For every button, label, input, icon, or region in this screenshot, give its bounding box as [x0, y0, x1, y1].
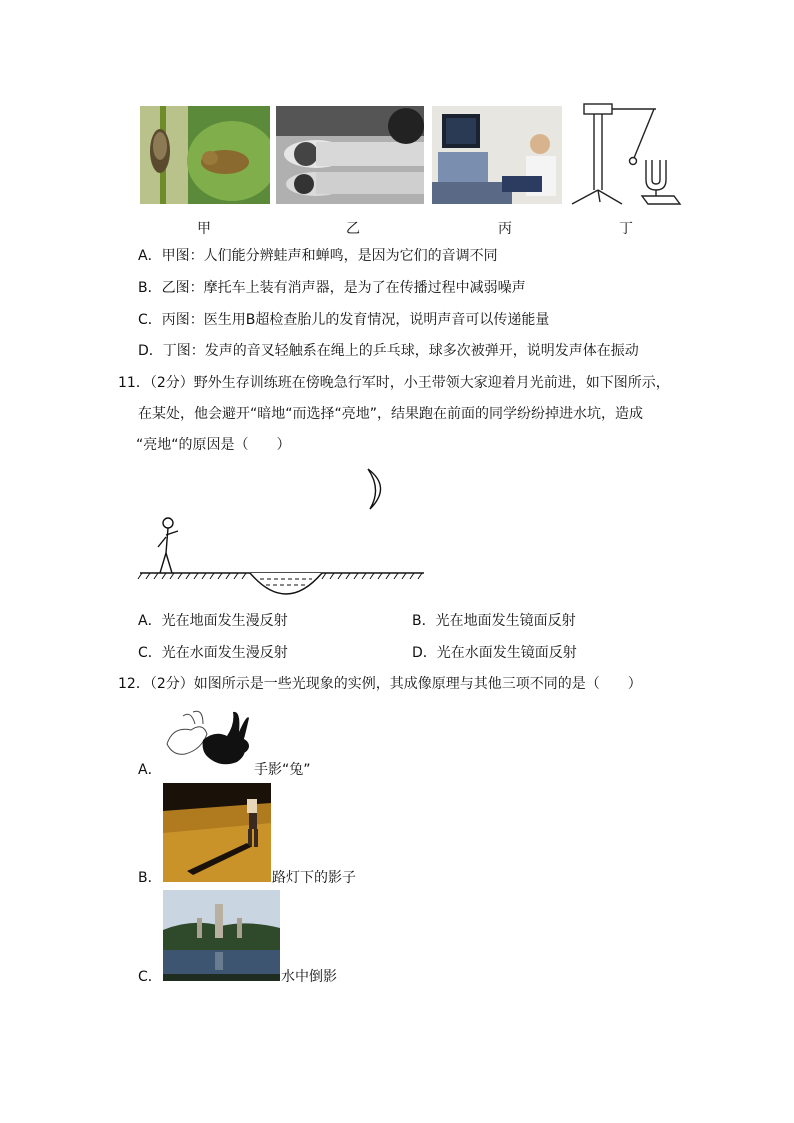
figure-bing — [432, 106, 562, 204]
q12-option-b-letter[interactable]: B． — [138, 870, 162, 886]
ultrasound-doctor-photo — [432, 106, 562, 204]
tuning-fork-pingpong-diagram — [566, 100, 682, 210]
motorcycle-exhaust-photo — [276, 106, 424, 204]
q11-stem-line3: “亮地“的原因是（ ） — [136, 437, 291, 453]
q10-option-a[interactable]: A．甲图：人们能分辨蛙声和蝉鸣，是因为它们的音调不同 — [138, 248, 498, 264]
figure-label-yi: 乙 — [346, 221, 360, 237]
hand-shadow-rabbit-image — [163, 706, 253, 776]
q11-stem-line2: 在某处，他会避开“暗地“而选择“亮地”，结果跑在前面的同学纷纷掉进水坑，造成 — [138, 406, 644, 422]
q11-option-d[interactable]: D．光在水面发生镜面反射 — [412, 645, 577, 661]
moon-icon — [368, 469, 381, 509]
q11-option-c[interactable]: C．光在水面发生漫反射 — [138, 645, 288, 661]
q12-option-c-caption: 水中倒影 — [281, 969, 337, 985]
q12-option-b-caption: 路灯下的影子 — [272, 870, 356, 886]
figure-label-bing: 丙 — [498, 221, 512, 237]
q10-option-d[interactable]: D．丁图：发声的音叉轻触系在绳上的乒乓球，球多次被弹开，说明发声体在振动 — [138, 343, 639, 359]
q12-option-c-letter[interactable]: C． — [138, 969, 162, 985]
q12-stem: 12．（2分）如图所示是一些光现象的实例，其成像原理与其他三项不同的是（ ） — [118, 676, 642, 692]
figure-label-ding: 丁 — [619, 221, 633, 237]
figure-ding — [566, 100, 682, 210]
cicada-frog-photo — [140, 106, 270, 204]
q11-option-b[interactable]: B．光在地面发生镜面反射 — [412, 613, 576, 629]
q11-stem-line1: 11．（2分）野外生存训练班在傍晚急行军时，小王带领大家迎着月光前进，如下图所示， — [118, 375, 670, 391]
q12-option-a-letter[interactable]: A． — [138, 762, 162, 778]
water-reflection-image — [163, 890, 280, 981]
streetlight-shadow-image — [163, 783, 271, 882]
figure-yi — [276, 106, 424, 204]
q10-option-c[interactable]: C．丙图：医生用B超检查胎儿的发育情况，说明声音可以传递能量 — [138, 312, 550, 328]
moonlight-puddle-diagram — [136, 465, 426, 605]
puddle — [250, 573, 322, 594]
figure-label-jia: 甲 — [197, 221, 211, 237]
q11-option-a[interactable]: A．光在地面发生漫反射 — [138, 613, 288, 629]
q12-option-a-caption: 手影“兔” — [254, 762, 311, 778]
figure-jia — [140, 106, 270, 204]
q10-option-b[interactable]: B．乙图：摩托车上装有消声器，是为了在传播过程中减弱噪声 — [138, 280, 526, 296]
person-figure — [158, 518, 178, 573]
